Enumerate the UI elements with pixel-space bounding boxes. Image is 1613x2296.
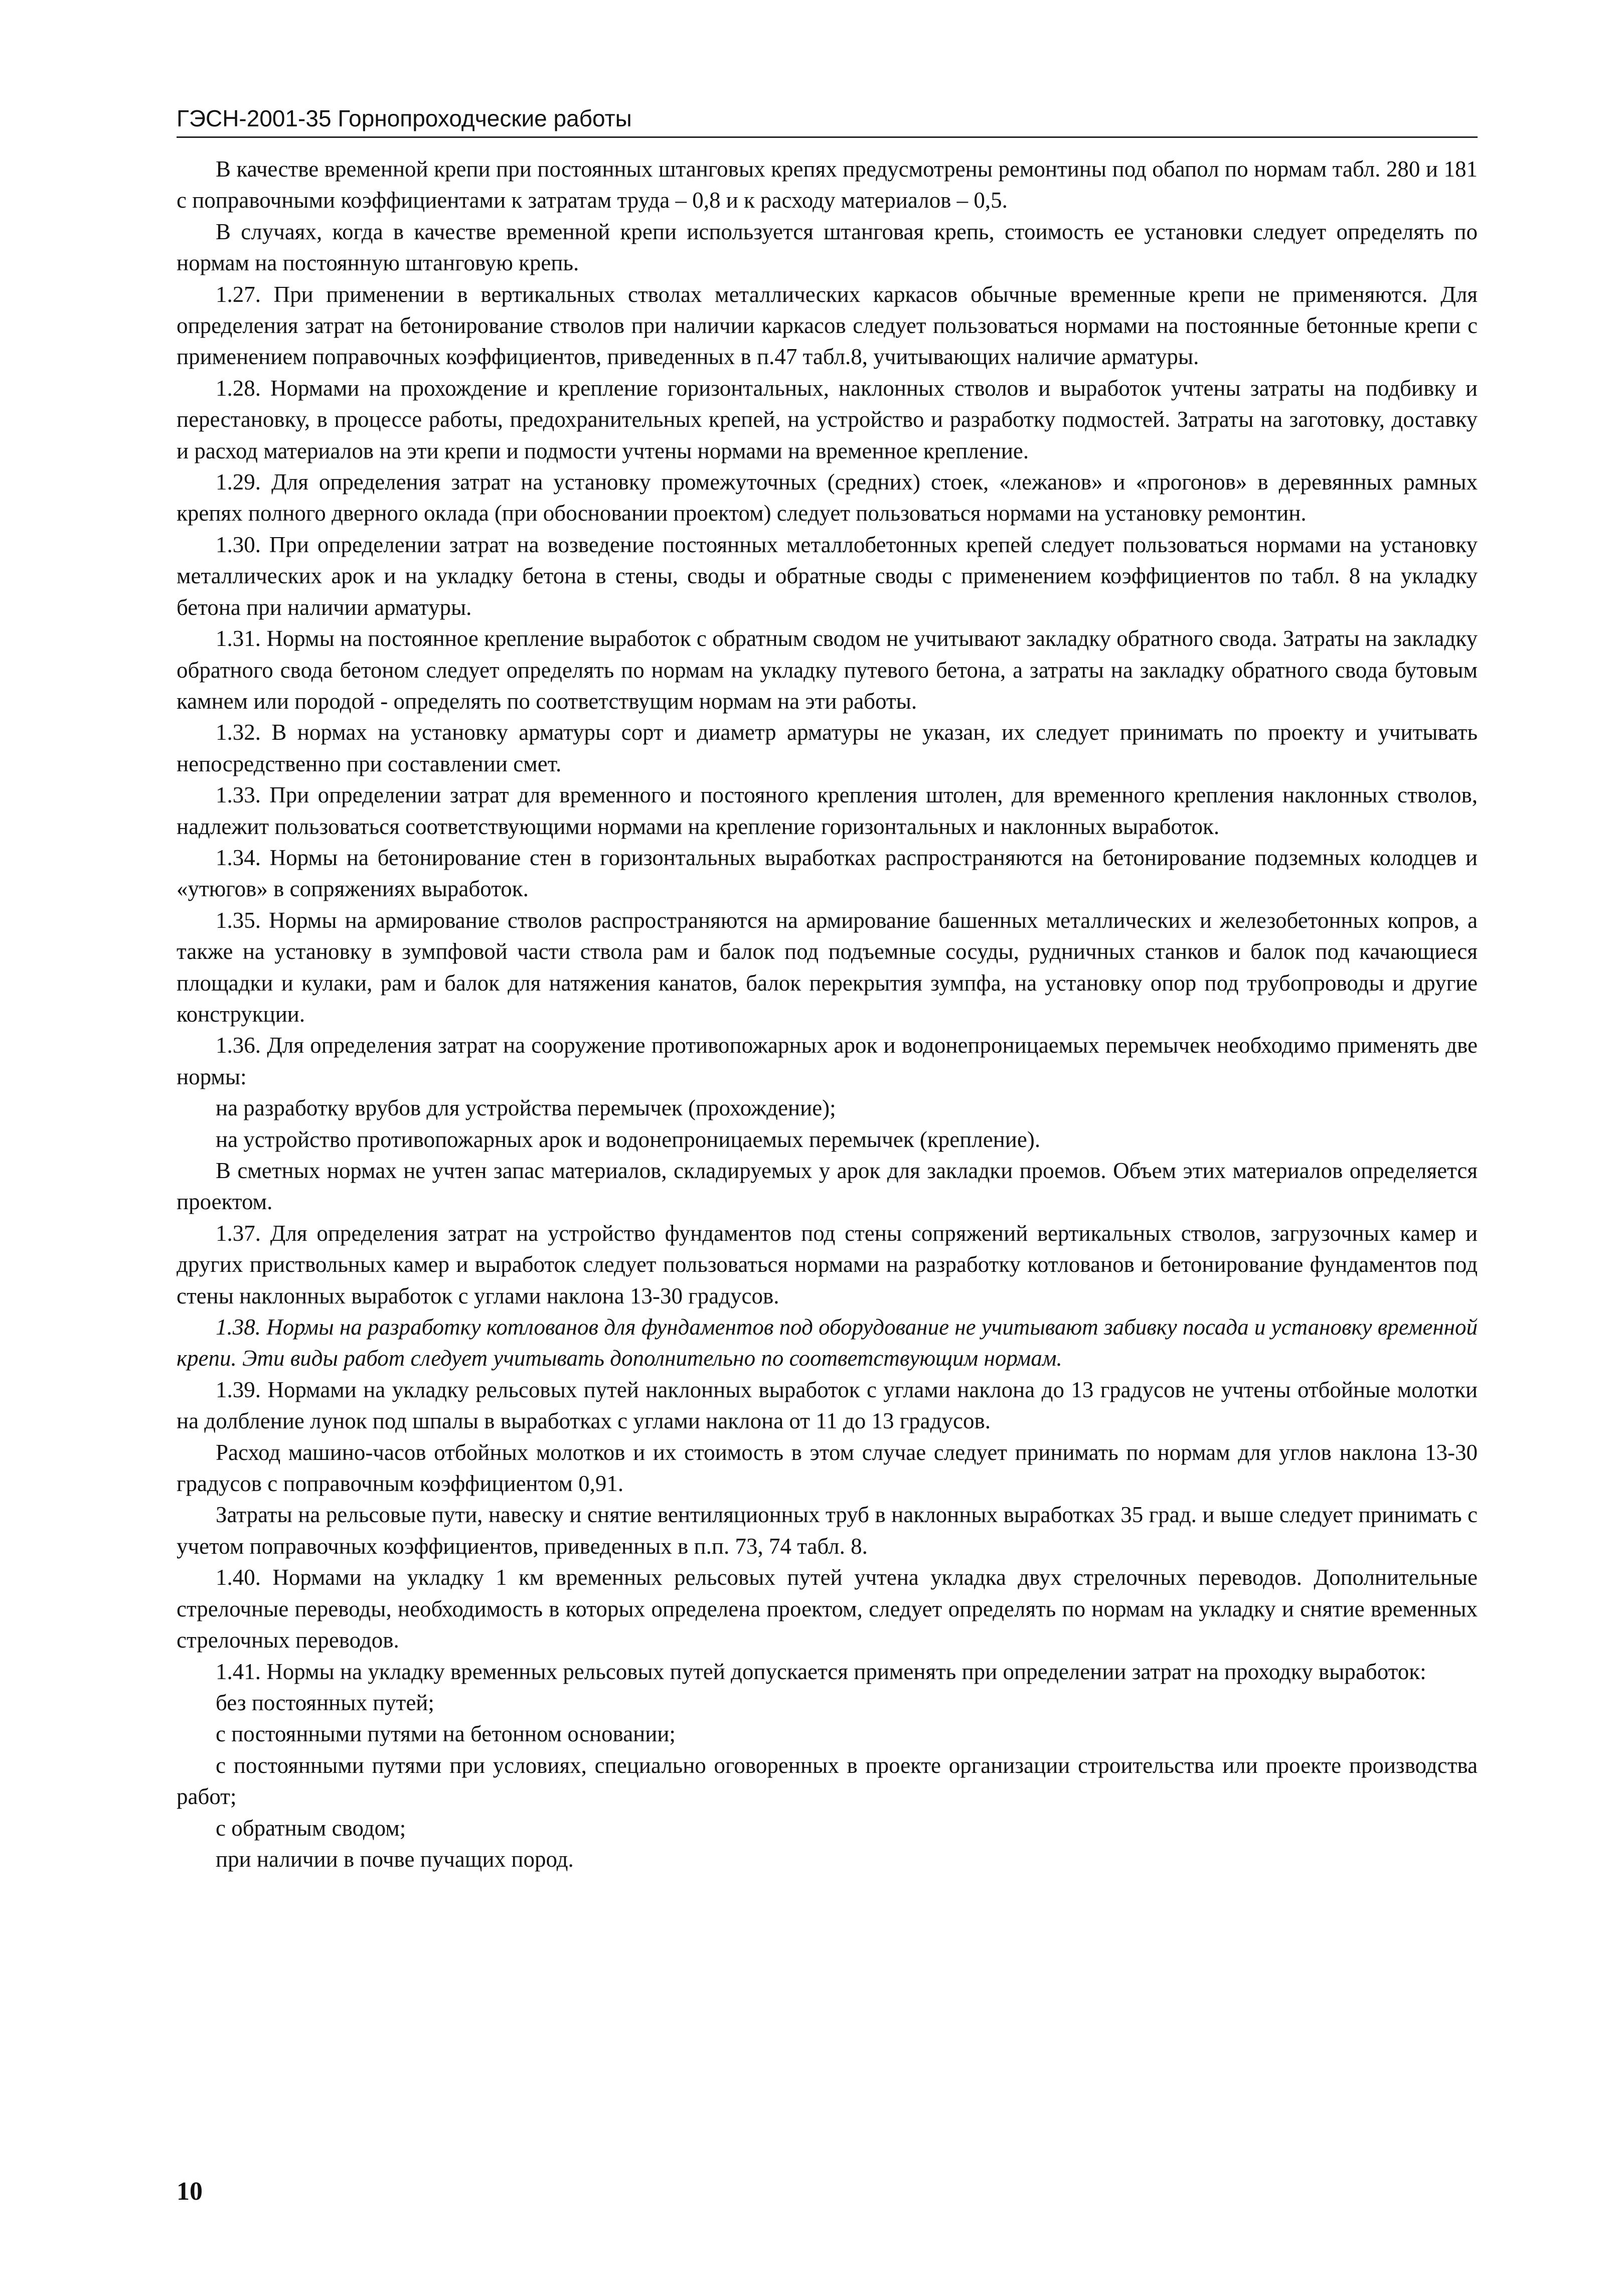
paragraph: 1.35. Нормы на армирование стволов распространяются на армирование башенных металлических и железобетонных копров, а также на установку в зумпфовой части ствола рам и балок под подъемные сосуды, рудничных станков и балок под качающиеся площадки и кулаки, рам и балок для натяжения канатов, балок перекрытия зумпфа, на установку опор под трубопроводы и другие конструкции. <box>177 907 1478 1027</box>
paragraph: В случаях, когда в качестве временной крепи используется штанговая крепь, стоимость ее установки следует определять по нормам на постоянную штанговую крепь. <box>177 219 1478 276</box>
paragraph: В качестве временной крепи при постоянных штанговых крепях предусмотрены ремонтины под обапол по нормам табл. 280 и 181 с поправочными коэффициентами к затратам труда – 0,8 и к расходу материалов – 0,5. <box>177 156 1478 213</box>
header-title: ГЭСН-2001-35 Горнопроходческие работы <box>177 105 632 131</box>
paragraph: 1.30. При определении затрат на возведение постоянных металлобетонных крепей следует пользоваться нормами на установку металлических арок и на укладку бетона в стены, своды и обратные своды с применением коэффициентов по табл. 8 на укладку бетона при наличии арматуры. <box>177 532 1478 620</box>
list-item: на разработку врубов для устройства перемычек (прохождение); <box>216 1095 836 1121</box>
paragraph: 1.40. Нормами на укладку 1 км временных рельсовых путей учтена укладка двух стрелочных переводов. Дополнительные стрелочные переводы, необходимость в которых определена проектом, следует определять по нормам на укладку и снятие временных стрелочных переводов. <box>177 1565 1478 1653</box>
paragraph: 1.31. Нормы на постоянное крепление выработок с обратным сводом не учитывают закладку обратного свода. Затраты на закладку обратного свода бетоном следует определять по нормам на укладку путевого бетона, а затраты на закладку обратного свода бутовым камнем или породой - определять по соответствущим нормам на эти работы. <box>177 626 1478 714</box>
list-item: без постоянных путей; <box>216 1690 434 1715</box>
paragraph: 1.27. При применении в вертикальных стволах металлических каркасов обычные временные крепи не применяются. Для определения затрат на бетонирование стволов при наличии каркасов следует пользоваться нормами на постоянные бетонные крепи с применением поправочных коэффициентов, приведенных в п.47 табл.8, учитывающих наличие арматуры. <box>177 281 1478 370</box>
paragraph: Расход машино-часов отбойных молотков и их стоимость в этом случае следует принимать по нормам для углов наклона 13-30 градусов с поправочным коэффициентом 0,91. <box>177 1439 1478 1497</box>
paragraph: 1.33. При определении затрат для временного и постояного крепления штолен, для временного крепления наклонных стволов, надлежит пользоваться соответствующими нормами на крепление горизонтальных и наклонных выработок. <box>177 782 1478 839</box>
paragraph: 1.28. Нормами на прохождение и крепление горизонтальных, наклонных стволов и выработок учтены затраты на подбивку и перестановку, в процессе работы, предохранительных крепей, на устройство и разработку подмостей. Затраты на заготовку, доставку и расход материалов на эти крепи и подмости учтены нормами на временное крепление. <box>177 375 1478 463</box>
paragraph: В сметных нормах не учтен запас материалов, складируемых у арок для закладки проемов. Объем этих материалов определяется проектом. <box>177 1158 1478 1215</box>
paragraph: 1.36. Для определения затрат на сооружение противопожарных арок и водонепроницаемых перемычек необходимо применять две нормы: <box>177 1033 1478 1089</box>
paragraph: 1.41. Нормы на укладку временных рельсовых путей допускается применять при определении затрат на проходку выработок: <box>216 1659 1426 1684</box>
paragraph: 1.34. Нормы на бетонирование стен в горизонтальных выработках распространяются на бетонирование подземных колодцев и «утюгов» в сопряжениях выработок. <box>177 845 1478 902</box>
page-number: 10 <box>177 2177 203 2206</box>
page-header <box>177 99 1478 138</box>
paragraph: 1.32. В нормах на установку арматуры сорт и диаметр арматуры не указан, их следует принимать по проекту и учитывать непосредственно при составлении смет. <box>177 720 1478 776</box>
paragraph: 1.29. Для определения затрат на установку промежуточных (средних) стоек, «лежанов» и «прогонов» в деревянных рамных крепях полного дверного оклада (при обосновании проектом) следует пользоваться нормами на установку ремонтин. <box>177 469 1478 526</box>
paragraph: 1.38. Нормы на разработку котлованов для фундаментов под оборудование не учитывают забивку посада и установку временной крепи. Эти виды работ следует учитывать дополнительно по соответствующим нормам. <box>177 1315 1478 1371</box>
paragraph: Затраты на рельсовые пути, навеску и снятие вентиляционных труб в наклонных выработках 35 град. и выше следует принимать с учетом поправочных коэффициентов, приведенных в п.п. 73, 74 табл. 8. <box>177 1502 1478 1559</box>
body-text <box>177 153 1478 1875</box>
list-item: с постоянными путями на бетонном основании; <box>216 1721 676 1747</box>
paragraph: 1.37. Для определения затрат на устройство фундаментов под стены сопряжений вертикальных стволов, загрузочных камер и других приствольных камер и выработок следует пользоваться нормами на разработку котлованов и бетонирование фундаментов под стены наклонных выработок с углами наклона 13-30 градусов. <box>177 1220 1478 1308</box>
list-item: при наличии в почве пучащих пород. <box>216 1846 574 1872</box>
list-item: с обратным сводом; <box>216 1815 406 1841</box>
list-item: с постоянными путями при условиях, специально оговоренных в проекте организации строительства или проекте производства работ; <box>177 1752 1478 1810</box>
paragraph: 1.39. Нормами на укладку рельсовых путей наклонных выработок с углами наклона до 13 градусов не учтены отбойные молотки на долбление лунок под шпалы в выработках с углами наклона от 11 до 13 градусов. <box>177 1377 1478 1434</box>
list-item: на устройство противопожарных арок и водонепроницаемых перемычек (крепление). <box>216 1126 1041 1152</box>
